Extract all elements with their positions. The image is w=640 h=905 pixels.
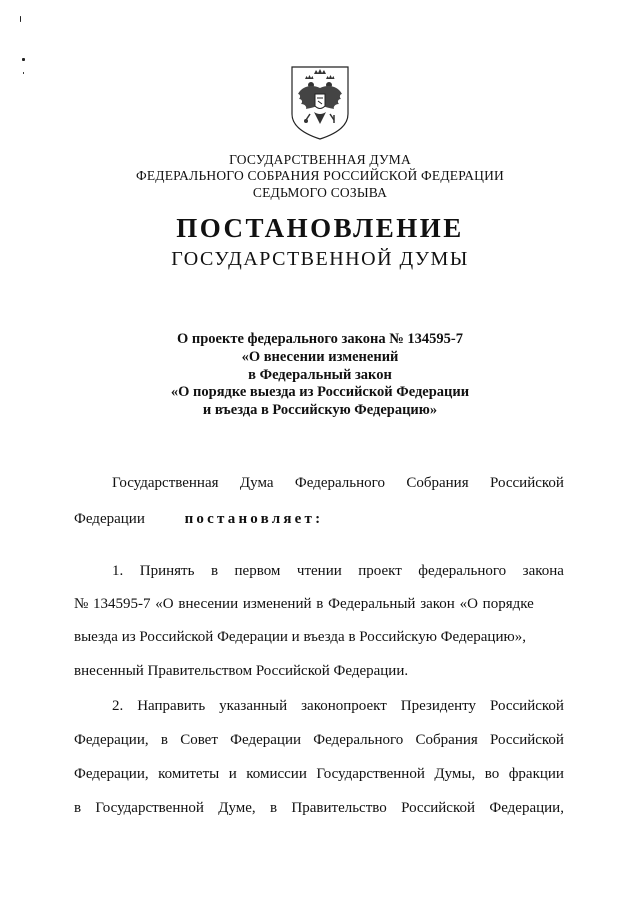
- word: Собрания: [406, 475, 469, 491]
- word: в: [74, 800, 82, 816]
- word: федерального: [418, 563, 507, 579]
- subject-line: «О порядке выезда из Российской Федерации: [170, 384, 470, 400]
- word: в: [160, 732, 168, 748]
- word: фракции: [508, 766, 564, 782]
- word: Государственной: [316, 766, 425, 782]
- word: Российской: [490, 732, 564, 748]
- word: Направить: [137, 698, 206, 714]
- word: 1.: [112, 563, 124, 579]
- subject-line: «О внесении изменений: [241, 349, 399, 365]
- word: Президенту: [400, 698, 477, 714]
- preamble-line: [74, 511, 564, 528]
- word: законопроект: [301, 698, 387, 714]
- word: проект: [358, 563, 402, 579]
- paragraph-2-line: [112, 698, 564, 715]
- scan-speck: [20, 16, 21, 22]
- word: Государственная: [112, 475, 219, 491]
- word: Российской: [490, 475, 564, 491]
- word: Принять: [139, 563, 195, 579]
- word: Думы,: [434, 766, 476, 782]
- coat-of-arms-icon: [288, 64, 352, 142]
- word: в: [210, 563, 219, 579]
- scan-speck: [22, 58, 25, 61]
- word: Дума: [239, 475, 274, 491]
- paragraph-2-line: [74, 732, 564, 749]
- word: Думе,: [218, 800, 256, 816]
- preamble-line: [112, 475, 564, 492]
- word: Совет: [180, 732, 218, 748]
- subject-line: О проекте федерального закона № 134595-7: [176, 331, 464, 347]
- paragraph-1-line: выезда из Российской Федерации и въезда в Российскую Федерацию»,: [74, 629, 526, 645]
- word: Федерации,: [489, 800, 564, 816]
- document-subtitle: ГОСУДАРСТВЕННОЙ ДУМЫ: [171, 248, 469, 270]
- paragraph-1-line: внесенный Правительством Российской Федерации.: [74, 663, 409, 679]
- document-title: ПОСТАНОВЛЕНИЕ: [176, 213, 464, 243]
- resolves-verb: постановляет:: [184, 511, 324, 527]
- word: Российской: [401, 800, 476, 816]
- word: чтении: [296, 563, 342, 579]
- subject-line: в Федеральный закон: [248, 367, 392, 383]
- word: первом: [234, 563, 281, 579]
- word: Федерации,: [74, 766, 149, 782]
- header-line-convocation: СЕДЬМОГО СОЗЫВА: [252, 185, 388, 200]
- word: Федерации,: [74, 732, 149, 748]
- word: Федерации: [230, 732, 301, 748]
- word: Российской: [490, 698, 564, 714]
- word: и: [228, 766, 237, 782]
- word: комиссии: [246, 766, 307, 782]
- word: Правительство: [291, 800, 387, 816]
- word: Федерального: [313, 732, 404, 748]
- word: закона: [522, 563, 564, 579]
- word: комитеты: [158, 766, 220, 782]
- header-line-duma: ГОСУДАРСТВЕННАЯ ДУМА: [229, 152, 411, 167]
- paragraph-1-line: № 134595-7 «О внесении изменений в Федеральный закон «О порядке: [74, 596, 534, 612]
- word: 2.: [112, 698, 124, 714]
- word: в: [270, 800, 278, 816]
- word: Собрания: [415, 732, 478, 748]
- word: Федерации: [74, 511, 145, 527]
- scan-speck: [23, 72, 24, 74]
- word: во: [484, 766, 500, 782]
- paragraph-2-line: [74, 766, 564, 783]
- word: Федерального: [294, 475, 385, 491]
- paragraph-2-line: [74, 800, 564, 817]
- header-line-federal-assembly: ФЕДЕРАЛЬНОГО СОБРАНИЯ РОССИЙСКОЙ ФЕДЕРАЦИИ: [136, 168, 504, 183]
- subject-line: и въезда в Российскую Федерацию»: [202, 402, 438, 418]
- word: Государственной: [95, 800, 204, 816]
- paragraph-1-line: [112, 563, 564, 580]
- word: указанный: [219, 698, 288, 714]
